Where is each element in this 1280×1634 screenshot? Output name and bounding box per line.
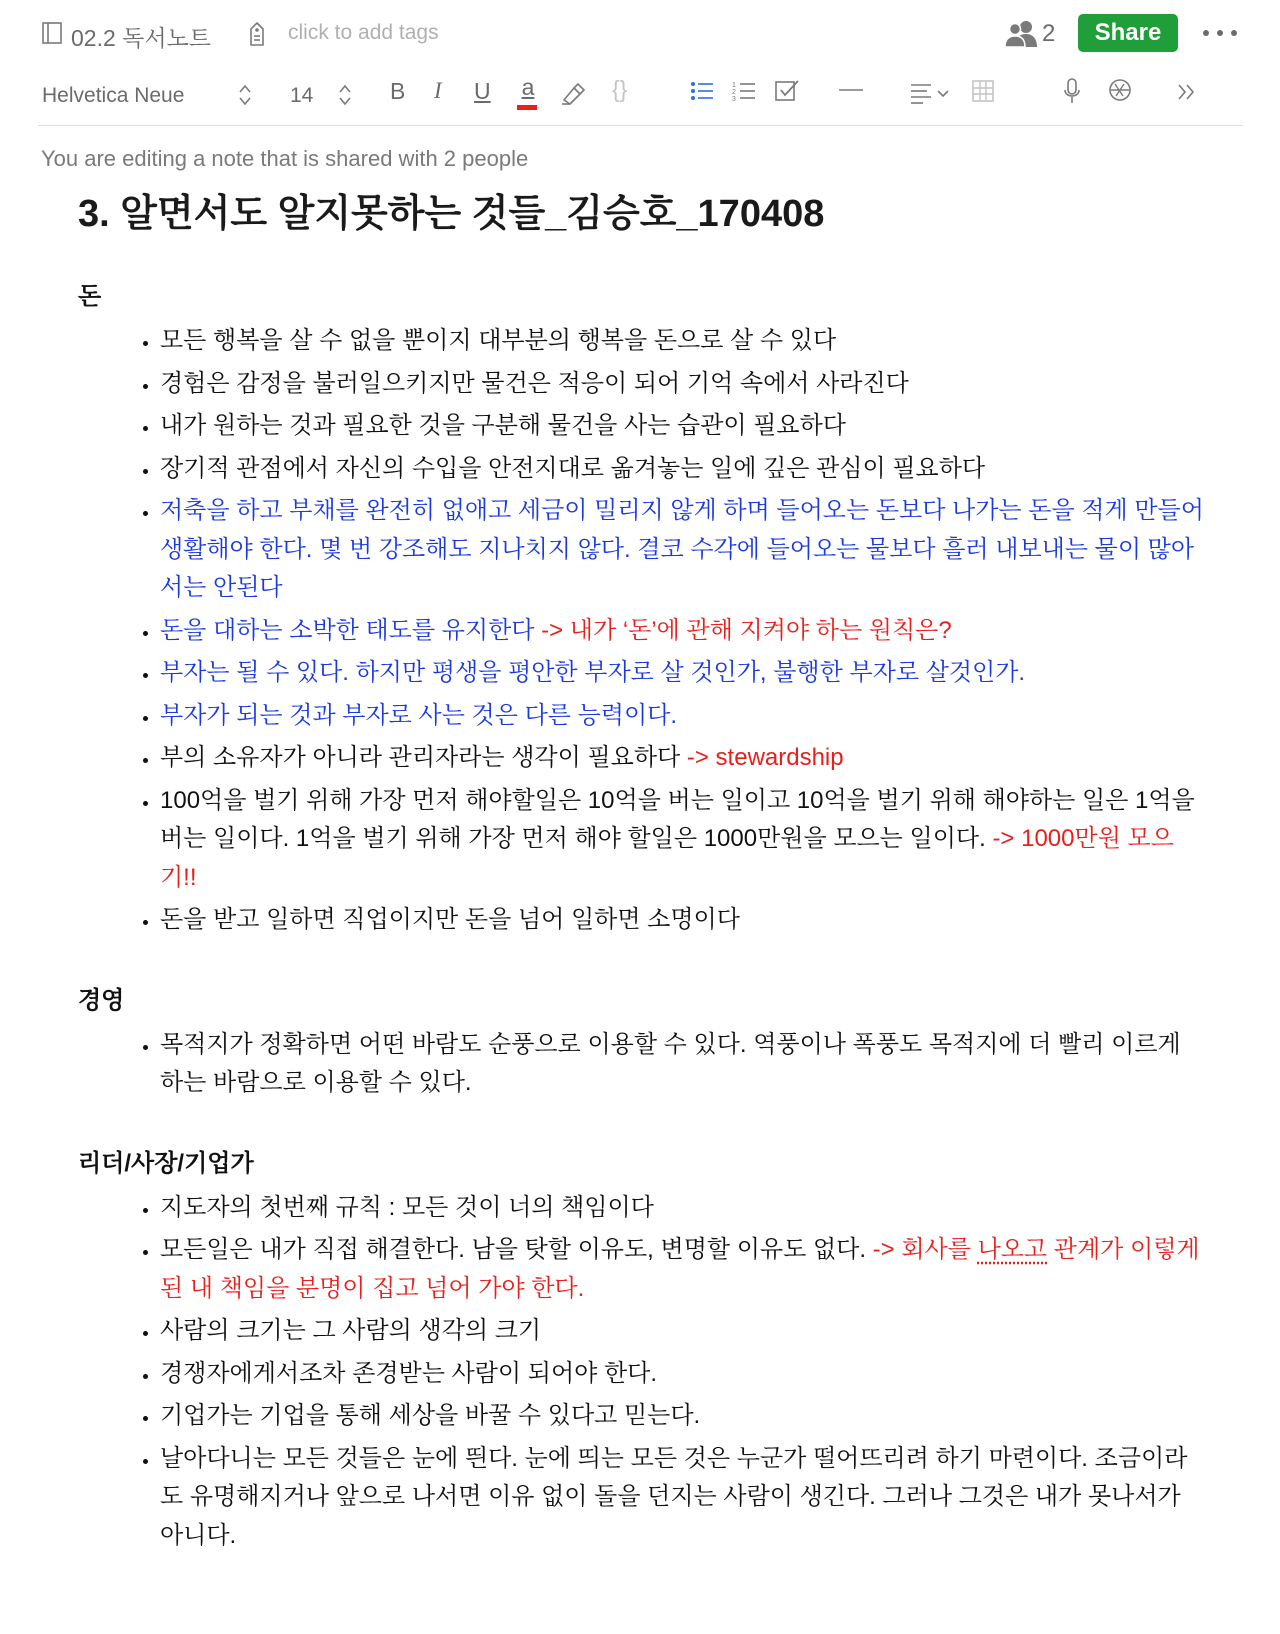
tag-icon[interactable] bbox=[246, 21, 268, 47]
list-item-text: -> 1000만원 모으기!! bbox=[160, 825, 1174, 891]
bullet-list bbox=[78, 1189, 1208, 1556]
more-icon[interactable] bbox=[1203, 30, 1239, 38]
bold-button[interactable]: B bbox=[390, 78, 406, 104]
bullet-list-icon[interactable] bbox=[690, 80, 714, 102]
list-item-text: -> stewardship bbox=[686, 744, 844, 771]
list-item[interactable] bbox=[160, 1189, 1208, 1228]
shared-people-button[interactable] bbox=[1004, 18, 1066, 50]
list-item[interactable] bbox=[160, 697, 1208, 736]
list-item[interactable] bbox=[160, 1440, 1208, 1556]
list-item[interactable] bbox=[160, 1355, 1208, 1394]
list-item[interactable] bbox=[160, 450, 1208, 489]
list-item-text: 지도자의 첫번째 규칙 : 모든 것이 너의 책임이다 bbox=[160, 1193, 654, 1221]
list-item-text: 경험은 감정을 불러일으키지만 물건은 적응이 되어 기억 속에서 사라진다 bbox=[160, 369, 909, 397]
size-stepper-icon[interactable] bbox=[338, 82, 352, 108]
list-item[interactable] bbox=[160, 1026, 1208, 1103]
list-item[interactable] bbox=[160, 739, 1208, 778]
numbered-list-icon[interactable] bbox=[732, 80, 756, 102]
note-title[interactable]: 3. 알면서도 알지못하는 것들_김승호_170408 bbox=[78, 193, 825, 235]
svg-text:2: 2 bbox=[732, 89, 736, 96]
section-heading: 리더/사장/기업가 bbox=[78, 1149, 254, 1177]
font-stepper-icon[interactable] bbox=[238, 82, 252, 108]
list-item[interactable] bbox=[160, 612, 1208, 651]
toolbar-divider bbox=[38, 125, 1243, 126]
text-color-swatch bbox=[517, 105, 537, 110]
underline-button[interactable]: U bbox=[474, 78, 491, 104]
note-body[interactable] bbox=[78, 186, 1208, 1559]
list-item[interactable] bbox=[160, 492, 1208, 608]
share-button[interactable]: Share bbox=[1078, 14, 1178, 52]
list-item-text: -> 내가 ‘돈’에 관해 지켜야 하는 원칙은? bbox=[541, 616, 952, 644]
list-item-text: 부자는 될 수 있다. 하지만 평생을 평안한 부자로 살 것인가, 불행한 부자로 살것인가. bbox=[160, 659, 1026, 686]
list-item-text: 100억을 벌기 위해 가장 먼저 해야할일은 10억을 버는 일이고 10억을 벌기 위해 해야하는 일은 1억을 버는 일이다. 1억을 벌기 위해 가장 먼저 해야 할일은 1000만원을 모으는 일이다. bbox=[160, 786, 1195, 852]
people-icon bbox=[1004, 20, 1040, 48]
list-item[interactable] bbox=[160, 1312, 1208, 1351]
font-size-select[interactable]: 14 bbox=[290, 84, 314, 107]
list-item[interactable] bbox=[160, 901, 1208, 940]
svg-text:3: 3 bbox=[732, 96, 736, 102]
code-block-button[interactable]: {} bbox=[612, 76, 628, 102]
section-heading: 경영 bbox=[78, 986, 125, 1014]
list-item-text: 내가 원하는 것과 필요한 것을 구분해 물건을 사는 습관이 필요하다 bbox=[160, 412, 846, 439]
list-item-text: -> 회사를 bbox=[872, 1236, 978, 1263]
list-item-text: 기업가는 기업을 통해 세상을 바꿀 수 있다고 믿는다. bbox=[160, 1402, 701, 1429]
list-item-text: 장기적 관점에서 자신의 수입을 안전지대로 옮겨놓는 일에 깊은 관심이 필요하다 bbox=[160, 454, 986, 482]
list-item-text: 부의 소유자가 아니라 관리자라는 생각이 필요하다 bbox=[160, 744, 687, 771]
list-item-text: 저축을 하고 부채를 완전히 없애고 세금이 밀리지 않게 하며 들어오는 돈보다 나가는 돈을 적게 만들어 생활해야 한다. 몇 번 강조해도 지나치지 않다. 결코 수각에 들어오는 물보다 흘러 내보내는 물이 많아서는 안된다 bbox=[160, 497, 1204, 601]
notebook-icon[interactable] bbox=[42, 22, 62, 44]
list-item-text: 나오고 bbox=[977, 1236, 1048, 1263]
list-item-text: 경쟁자에게서조차 존경받는 사람이 되어야 한다. bbox=[160, 1359, 658, 1387]
highlight-icon[interactable] bbox=[560, 80, 586, 106]
list-item-text: 날아다니는 모든 것들은 눈에 띈다. 눈에 띄는 모든 것은 누군가 떨어뜨리려 하기 마련이다. 조금이라도 유명해지거나 앞으로 나서면 이유 없이 돌을 던지는 사람이 생긴다. 그러나 그것은 내가 못나서가 아니다. bbox=[160, 1444, 1188, 1549]
list-item-text: 관계가 이렇게 된 내 책임을 분명이 집고 넘어 가야 한다. bbox=[160, 1236, 1200, 1302]
svg-text:1: 1 bbox=[732, 82, 736, 89]
list-item[interactable] bbox=[160, 1397, 1208, 1436]
bullet-list bbox=[78, 1026, 1208, 1103]
notebook-name[interactable]: 02.2 독서노트 bbox=[71, 25, 212, 51]
list-item[interactable] bbox=[160, 782, 1208, 898]
note-header bbox=[0, 0, 1280, 66]
italic-button[interactable]: I bbox=[434, 78, 442, 103]
attach-icon[interactable] bbox=[1108, 78, 1132, 102]
list-item[interactable] bbox=[160, 322, 1208, 361]
list-item[interactable] bbox=[160, 365, 1208, 404]
shared-notice: You are editing a note that is shared with 2 people bbox=[41, 146, 529, 171]
formatting-toolbar bbox=[0, 70, 1280, 120]
list-item[interactable] bbox=[160, 654, 1208, 693]
list-item[interactable] bbox=[160, 1231, 1208, 1308]
expand-toolbar-icon[interactable] bbox=[1176, 82, 1196, 102]
font-family-select[interactable]: Helvetica Neue bbox=[42, 84, 185, 107]
table-icon[interactable] bbox=[972, 80, 994, 102]
list-item-text: 부자가 되는 것과 부자로 사는 것은 다른 능력이다. bbox=[160, 701, 678, 729]
list-item-text: 돈을 받고 일하면 직업이지만 돈을 넘어 일하면 소명이다 bbox=[160, 906, 740, 933]
checklist-icon[interactable] bbox=[774, 78, 800, 104]
list-item-text: 모든 행복을 살 수 없을 뿐이지 대부분의 행복을 돈으로 살 수 있다 bbox=[160, 327, 837, 354]
horizontal-rule-icon[interactable] bbox=[838, 88, 864, 92]
shared-count: 2 bbox=[1042, 20, 1056, 47]
list-item-text: 사람의 크기는 그 사람의 생각의 크기 bbox=[160, 1317, 542, 1344]
list-item-text: 목적지가 정확하면 어떤 바람도 순풍으로 이용할 수 있다. 역풍이나 폭풍도 목적지에 더 빨리 이르게 하는 바람으로 이용할 수 있다. bbox=[160, 1030, 1181, 1096]
bullet-list bbox=[78, 322, 1208, 940]
list-item-text: 모든일은 내가 직접 해결한다. 남을 탓할 이유도, 변명할 이유도 없다. bbox=[160, 1236, 873, 1263]
text-color-label: a bbox=[521, 74, 535, 100]
audio-icon[interactable] bbox=[1064, 78, 1080, 104]
list-item-text: 돈을 대하는 소박한 태도를 유지한다 bbox=[160, 616, 542, 644]
list-item[interactable] bbox=[160, 407, 1208, 446]
align-icon[interactable] bbox=[910, 82, 952, 104]
text-color-button[interactable] bbox=[517, 74, 539, 110]
section-heading: 돈 bbox=[78, 283, 102, 310]
tag-input[interactable]: click to add tags bbox=[288, 21, 439, 44]
